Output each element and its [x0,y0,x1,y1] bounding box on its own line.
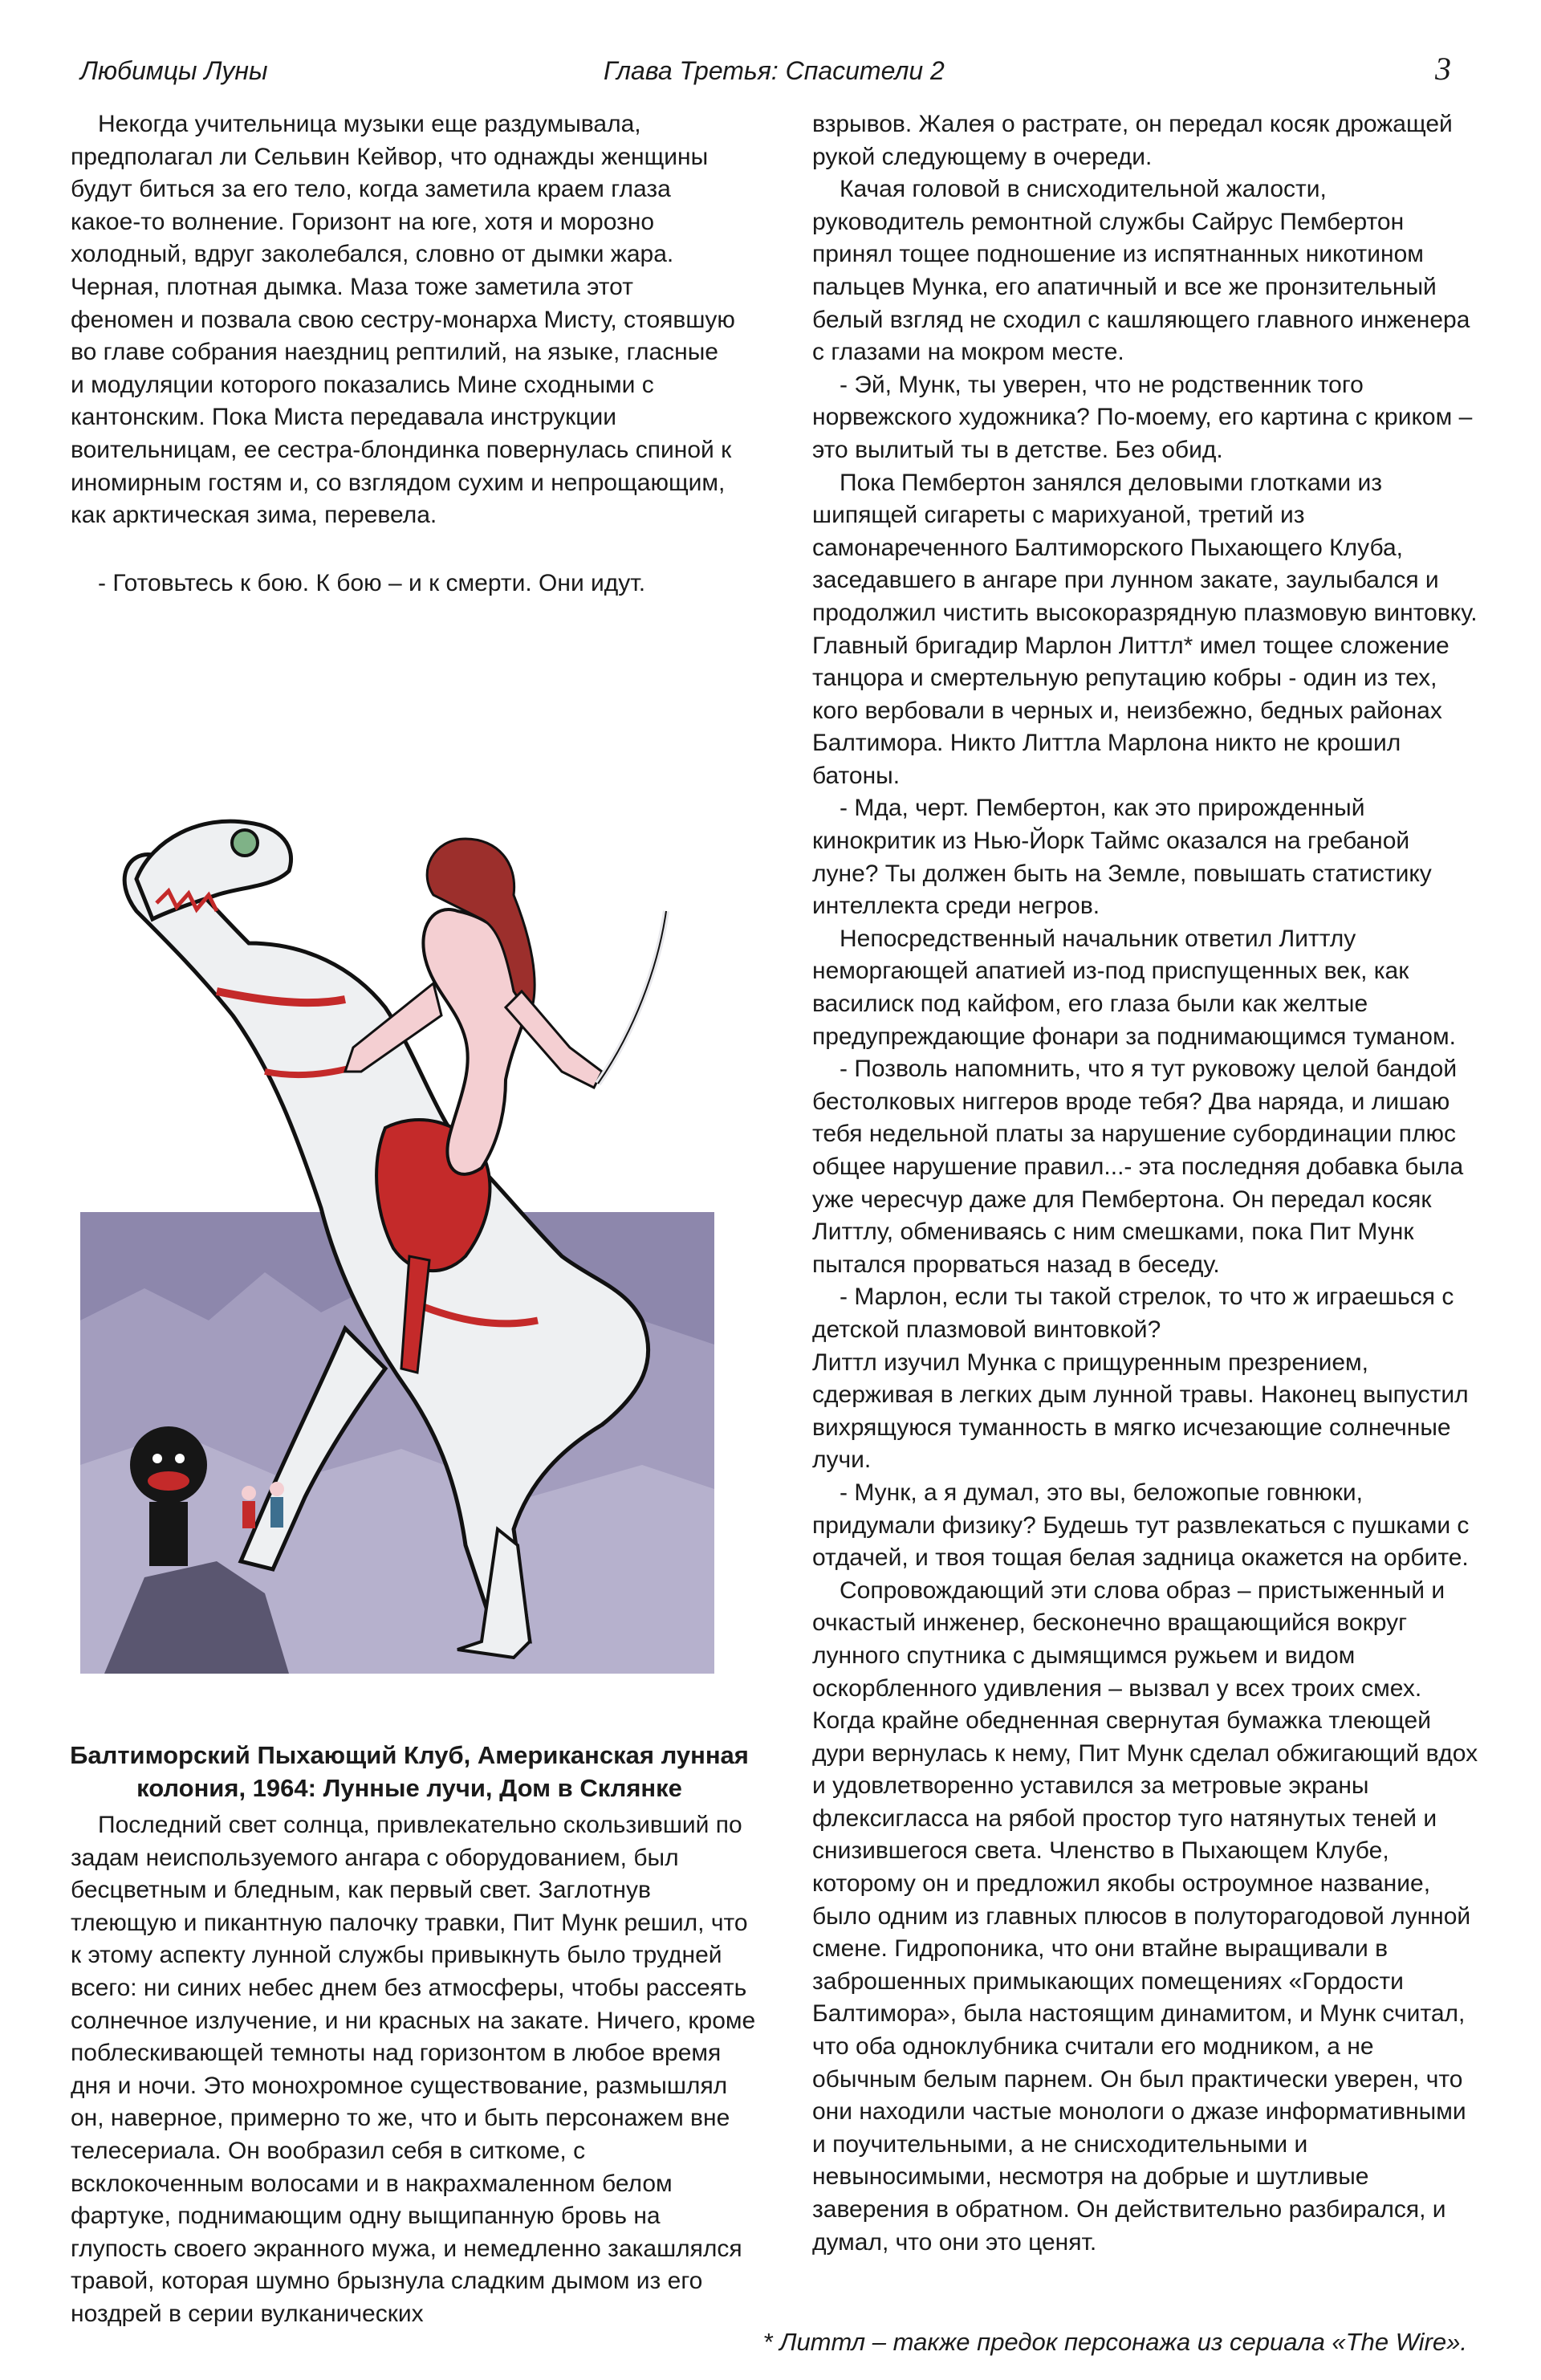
paragraph: Непосредственный начальник ответил Литтлу неморгающей апатией из-под приспущенных век, как василиск под кайфом, его глаза были как желтые предупреждающие фонари за поднимающимся туманом. [812,925,1456,1050]
caption-line-2: колония, 1964: Лунные лучи, Дом в Склянке [136,1774,682,1802]
illustration-art [80,807,714,1674]
left-column-bottom [71,1809,761,2331]
paragraph: - Мунк, а я думал, это вы, беложопые говнюки, придумали физику? Будешь тут развлекаться с пушками с отдачей, и твоя тощая белая задница окажется на орбите. [812,1479,1470,1572]
caption-line-1: Балтиморский Пыхающий Клуб, Американская лунная [70,1741,749,1769]
paragraph: Литтл изучил Мунка с прищуренным презрением, сдерживая в легких дым лунной травы. Наконец выпустил вихрящуюся туманность в мягко исчезающие солнечные лучи. [812,1349,1469,1474]
paragraph: - Готовьтесь к бою. К бою – и к смерти. Они идут. [98,569,646,596]
dark-creature [130,1426,207,1503]
illustration-rider-on-reptile [80,807,714,1674]
page-number: 3 [1435,51,1451,87]
paragraph: - Мда, черт. Пембертон, как это прирожденный кинокритик из Нью-Йорк Таймс оказался на гребаной луне? Ты должен быть на Земле, повышать статистику интеллекта среди негров. [812,795,1432,920]
page-header [0,50,1541,98]
paragraph: Качая головой в снисходительной жалости, руководитель ремонтной службы Сайрус Пембертон принял тощее подношение из испятнанных никотином пальцев Мунка, его апатичный и все же пронзительный белый взгляд не сходил с кашляющего главного инженера с глазами на мокром месте. [812,176,1470,366]
paragraph: Последний свет солнца, привлекательно скользивший по задам неиспользуемого ангара с оборудованием, был бесцветным и бледным, как первый свет. Заглотнув тлеющую и пикантную палочку травки, Пит Мунк решил, что к этому аспекту лунной службы привыкнуть было трудней всего: ни синих небес днем без атмосферы, чтобы рассеять солнечное излучение, и ни красных на закате. Ничего, кроме поблескивающей темноты над горизонтом в любое время дня и ночи. Это монохромное существование, размышлял он, наверное, примерно то же, что и быть персонажем вне телесериала. Он вообразил себя в ситкоме, с всклокоченным волосами и в накрахмаленном белом фартуке, поднимающим одну выщипанную бровь на глупость своего экранного мужа, и немедленно закашлялся травой, которая шумно брызнула сладким дымом из его ноздрей в серии вулканических [71,1812,756,2327]
right-column [812,108,1478,2259]
paragraph: Сопровождающий эти слова образ – пристыженный и очкастый инженер, бесконечно вращающийся вокруг лунного спутника с дымящимся ружьем и видом оскорбленного удивления – вызвал у всех троих смех. Когда крайне обедненная свернутая бумажка тлеющей дури вернулась к нему, Пит Мунк сделал обжигающий вдох и удовлетворенно уставился за метровые экраны флексигласса на рябой простор туго натянутых теней и снизившегося света. Членство в Пыхающем Клубе, которому он и предложил якобы остроумное название, было одним из главных плюсов в полуторагодовой лунной смене. Гидропоника, что они втайне выращивали в заброшенных примыкающих помещениях «Гордости Балтимора», была настоящим динамитом, и Мунк считал, что оба одноклубника считали его модником, а не обычным белым парнем. Он был практически уверен, что они находили частые монологи о джазе информативными и поучительными, а не снисходительными и невыносимыми, несмотря на добрые и шутливые заверения в обратном. Он действительно разбирался, и думал, что они это ценят. [812,1576,1478,2256]
paragraph: Некогда учительница музыки еще раздумывала, предполагал ли Сельвин Кейвор, что однажды женщины будут биться за его тело, когда заметила краем глаза какое-то волнение. Горизонт на юге, хотя и морозно холодный, вдруг заколебался, словно от дымки жара. Черная, плотная дымка. Маза тоже заметила этот феномен и позвала свою сестру-монарха Мисту, стоявшую во главе собрания наездниц рептилий, на языке, гласные и модуляции которого показались Мине сходными с кантонским. Пока Миста передавала инструкции воительницам, ее сестра-блондинка повернулась спиной к иномирным гостям и, со взглядом сухим и непрощающим, как арктическая зима, перевела. [71,111,735,529]
footnote: * Литтл – также предок персонажа из сериала «The Wire». [762,2328,1467,2356]
left-column-top [71,108,737,600]
figure-caption [64,1739,754,1804]
book-title: Любимцы Луны [80,56,268,85]
paragraph: Пока Пембертон занялся деловыми глотками из шипящей сигареты с марихуаной, третий из самонареченного Балтиморского Пыхающего Клуба, заседавшего в ангаре при лунном закате, заулыбался и продолжил чистить высокоразрядную плазмовую винтовку. Главный бригадир Марлон Литтл* имел тощее сложение танцора и смертельную репутацию кобры - один из тех, кого вербовали в черных и, неизбежно, бедных районах Балтимора. Никто Литтла Марлона никто не крошил батоны. [812,469,1478,789]
paragraph: взрывов. Жалея о растрате, он передал косяк дрожащей рукой следующему в очереди. [812,111,1453,170]
paragraph: - Позволь напомнить, что я тут руковожу целой бандой бестолковых ниггеров вроде тебя? Два наряда, и лишаю тебя недельной платы за нарушение субординации плюс общее нарушение правил...- эта последняя добавка была уже чересчур даже для Пембертона. Он передал косяк Литтлу, обмениваясь с ним смешками, пока Пит Мунк пытался прорваться назад в беседу. [812,1056,1464,1278]
chapter-title: Глава Третья: Спасители 2 [604,56,945,85]
paragraph: - Марлон, если ты такой стрелок, то что ж играешься с детской плазмовой винтовкой? [812,1284,1454,1343]
paragraph: - Эй, Мунк, ты уверен, что не родственник того норвежского художника? По-моему, его картина с криком – это вылитый ты в детстве. Без обид. [812,371,1473,463]
